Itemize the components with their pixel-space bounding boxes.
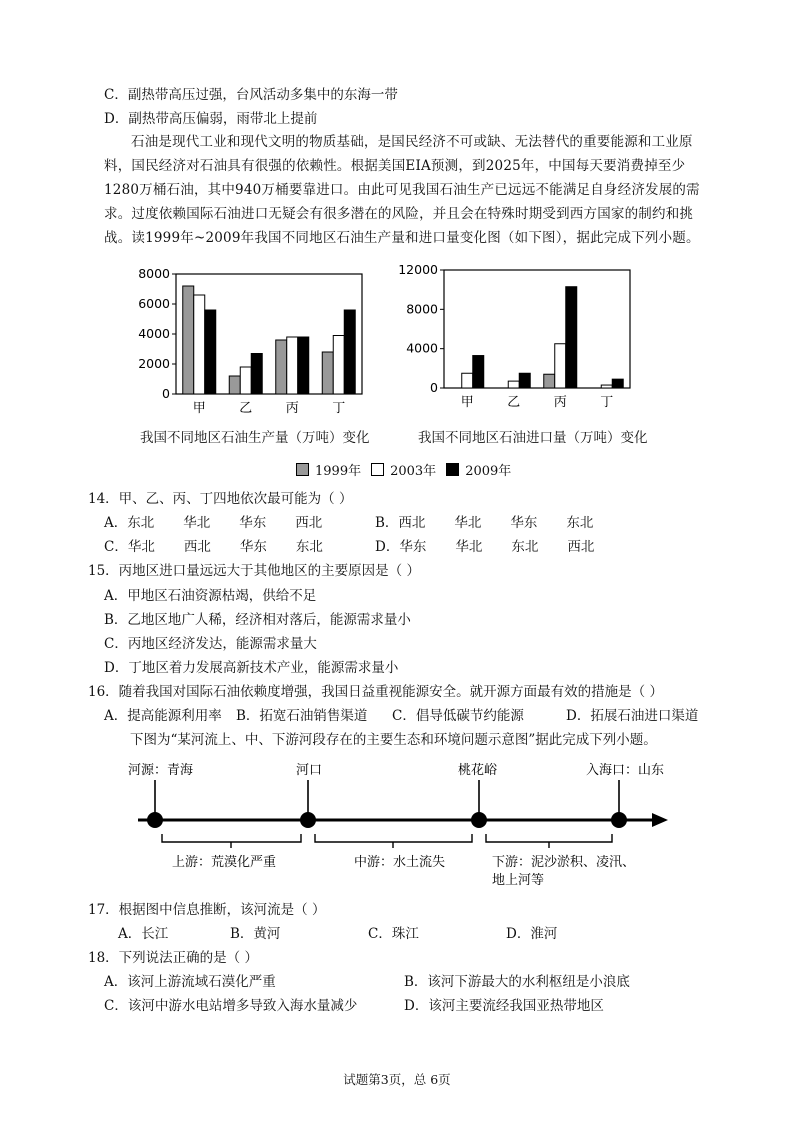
q14-c-word: 华东	[239, 539, 267, 555]
bar-2003年	[555, 344, 566, 388]
legend-swatch-2003	[371, 463, 384, 476]
q14-option-a[interactable]	[104, 514, 351, 532]
legend-label-2009: 2009年	[465, 464, 512, 479]
bar-2009年	[298, 337, 309, 394]
river-diagram	[120, 758, 680, 888]
river-arrow-head	[652, 813, 668, 827]
x-tick-label: 甲	[192, 401, 206, 416]
y-tick-label: 2000	[138, 356, 170, 371]
y-tick-label: 8000	[138, 266, 170, 281]
prev-option-c: C．副热带高压过强，台风活动多集中的东海一带	[104, 87, 398, 103]
y-tick-label: 6000	[138, 296, 170, 311]
upper-label: 上游：荒漠化严重	[172, 855, 277, 870]
bar-1999年	[183, 286, 194, 394]
x-tick-label: 乙	[239, 401, 253, 416]
lower-bracket	[486, 834, 612, 848]
q15-option-d[interactable]: D．丁地区着力发展高新技术产业，能源需求量小	[104, 660, 399, 676]
q15-stem: 15．丙地区进口量远远大于其他地区的主要原因是（ ）	[88, 563, 420, 579]
page-footer: 试题第3页，总 6页	[343, 1072, 451, 1087]
middle-bracket	[315, 834, 472, 848]
q16-option-b[interactable]: B．拓宽石油销售渠道	[236, 708, 368, 724]
lower-label-line1: 下游：泥沙淤积、凌汛、	[492, 855, 636, 870]
x-tick-label: 丁	[332, 401, 346, 416]
q14-d-word: 华东	[399, 539, 427, 555]
q14-c-word: 华北	[127, 539, 155, 555]
q15-option-b[interactable]: B．乙地区地广人稀，经济相对落后，能源需求量小	[104, 612, 411, 628]
river-point-mouth: 入海口：山东	[586, 763, 665, 778]
river-point-taohuayu: 桃花峪	[458, 763, 498, 778]
q17-option-b[interactable]: B．黄河	[230, 926, 281, 942]
q14-stem: 14．甲、乙、丙、丁四地依次最可能为（ ）	[88, 491, 353, 507]
bar-1999年	[322, 352, 333, 394]
y-tick-label: 4000	[406, 340, 438, 356]
x-tick-label: 丙	[553, 395, 567, 410]
q14-a-word: 西北	[295, 515, 323, 531]
q14-a-label: A．	[104, 515, 128, 531]
bar-2009年	[473, 356, 484, 388]
bar-2009年	[612, 379, 623, 388]
prev-option-d: D．副热带高压偏弱，雨带北上提前	[104, 111, 318, 127]
q14-d-label: D．	[375, 539, 400, 555]
bar-2003年	[194, 295, 205, 394]
plot-frame	[444, 270, 630, 388]
q18-stem: 18．下列说法正确的是（ ）	[88, 950, 258, 966]
bar-2009年	[566, 287, 577, 388]
river-node	[611, 812, 627, 828]
bar-1999年	[544, 374, 555, 388]
q14-d-word: 华北	[455, 539, 483, 555]
river-node	[300, 812, 316, 828]
q16-stem: 16．随着我国对国际石油依赖度增强，我国日益重视能源安全。就开源方面最有效的措施是（ ）	[88, 684, 663, 700]
q14-a-word: 华北	[183, 515, 211, 531]
q14-c-word: 西北	[183, 539, 211, 555]
legend-label-1999: 1999年	[315, 464, 362, 479]
river-point-hekou: 河口	[296, 763, 323, 778]
upper-bracket	[162, 834, 301, 848]
q16-option-d[interactable]: D．拓展石油进口渠道	[566, 708, 699, 724]
river-node	[471, 812, 487, 828]
q14-b-word: 华东	[510, 515, 538, 531]
q14-b-label: B．	[375, 515, 399, 531]
bar-2003年	[508, 381, 519, 388]
q15-option-c[interactable]: C．丙地区经济发达，能源需求量大	[104, 636, 317, 652]
q14-d-word: 东北	[511, 539, 539, 555]
q18-option-a[interactable]: A．该河上游流域石漠化严重	[104, 974, 276, 990]
q18-option-d[interactable]: D．该河主要流经我国亚热带地区	[404, 998, 604, 1014]
q17-option-d[interactable]: D．淮河	[506, 926, 558, 942]
q14-option-b[interactable]	[375, 514, 622, 532]
q14-d-word: 西北	[567, 539, 595, 555]
legend-swatch-2009	[446, 463, 459, 476]
bar-1999年	[276, 340, 287, 394]
production-chart-title: 我国不同地区石油生产量（万吨）变化	[140, 430, 370, 446]
river-node	[147, 812, 163, 828]
chart-legend	[296, 460, 511, 479]
middle-label: 中游：水土流失	[354, 855, 446, 870]
bar-2009年	[519, 373, 530, 388]
q16-option-a[interactable]: A．提高能源利用率	[104, 708, 222, 724]
q15-option-a[interactable]: A．甲地区石油资源枯竭，供给不足	[104, 588, 317, 604]
bar-2003年	[601, 385, 612, 388]
river-point-source: 河源：青海	[128, 763, 194, 778]
bar-2003年	[240, 367, 251, 394]
y-tick-label: 12000	[398, 262, 438, 277]
q14-b-word: 西北	[398, 515, 426, 531]
y-tick-label: 4000	[138, 326, 170, 341]
bar-2009年	[205, 310, 216, 394]
q14-b-word: 华北	[454, 515, 482, 531]
x-tick-label: 丁	[600, 395, 614, 410]
y-tick-label: 8000	[406, 301, 438, 317]
bar-2009年	[251, 354, 262, 395]
legend-swatch-1999	[296, 463, 309, 476]
q14-c-label: C．	[104, 539, 128, 555]
q14-c-word: 东北	[295, 539, 323, 555]
import-chart	[400, 262, 660, 412]
y-tick-label: 0	[430, 380, 438, 395]
bar-2009年	[344, 310, 355, 394]
passage: 石油是现代工业和现代文明的物质基础，是国民经济不可或缺、无法替代的重要能源和工业原料，国民经济对石油具有很强的依赖性。根据美国EIA预测，到2025年，中国每天要消费掉至少1280万桶石油，其中940万桶要靠进口。由此可见我国石油生产已远远不能满足自身经济发展的需求。过度依赖国际石油进口无疑会有很多潜在的风险，并且会在特殊时期受到西方国家的制约和挑战。读1999年~2009年我国不同地区石油生产量和进口量变化图（如下图），据此完成下列小题。	[104, 134, 700, 246]
q18-option-c[interactable]: C．该河中游水电站增多导致入海水量减少	[104, 998, 358, 1014]
q14-option-d[interactable]	[375, 538, 623, 556]
q14-b-word: 东北	[566, 515, 594, 531]
q14-option-c[interactable]	[104, 538, 352, 556]
import-chart-title: 我国不同地区石油进口量（万吨）变化	[418, 430, 648, 446]
x-tick-label: 甲	[460, 395, 474, 410]
x-tick-label: 乙	[507, 395, 521, 410]
legend-label-2003: 2003年	[390, 464, 437, 479]
q16-option-c[interactable]: C．倡导低碳节约能源	[392, 708, 524, 724]
lower-label-line2: 地上河等	[492, 873, 545, 888]
bar-2003年	[287, 337, 298, 394]
x-tick-label: 丙	[285, 401, 299, 416]
y-tick-label: 0	[162, 386, 170, 401]
bar-1999年	[229, 376, 240, 394]
q17-option-a[interactable]: A．长江	[118, 926, 169, 942]
q18-option-b[interactable]: B．该河下游最大的水利枢纽是小浪底	[404, 974, 630, 990]
q14-a-word: 华东	[239, 515, 267, 531]
production-chart	[130, 262, 400, 416]
bar-2003年	[462, 373, 473, 388]
bar-2003年	[333, 336, 344, 395]
q17-option-c[interactable]: C．珠江	[368, 926, 419, 942]
river-intro: 下图为“某河流上、中、下游河段存在的主要生态和环境问题示意图”据此完成下列小题。	[130, 732, 657, 748]
q14-a-word: 东北	[127, 515, 155, 531]
q17-stem: 17．根据图中信息推断，该河流是（ ）	[88, 902, 326, 918]
